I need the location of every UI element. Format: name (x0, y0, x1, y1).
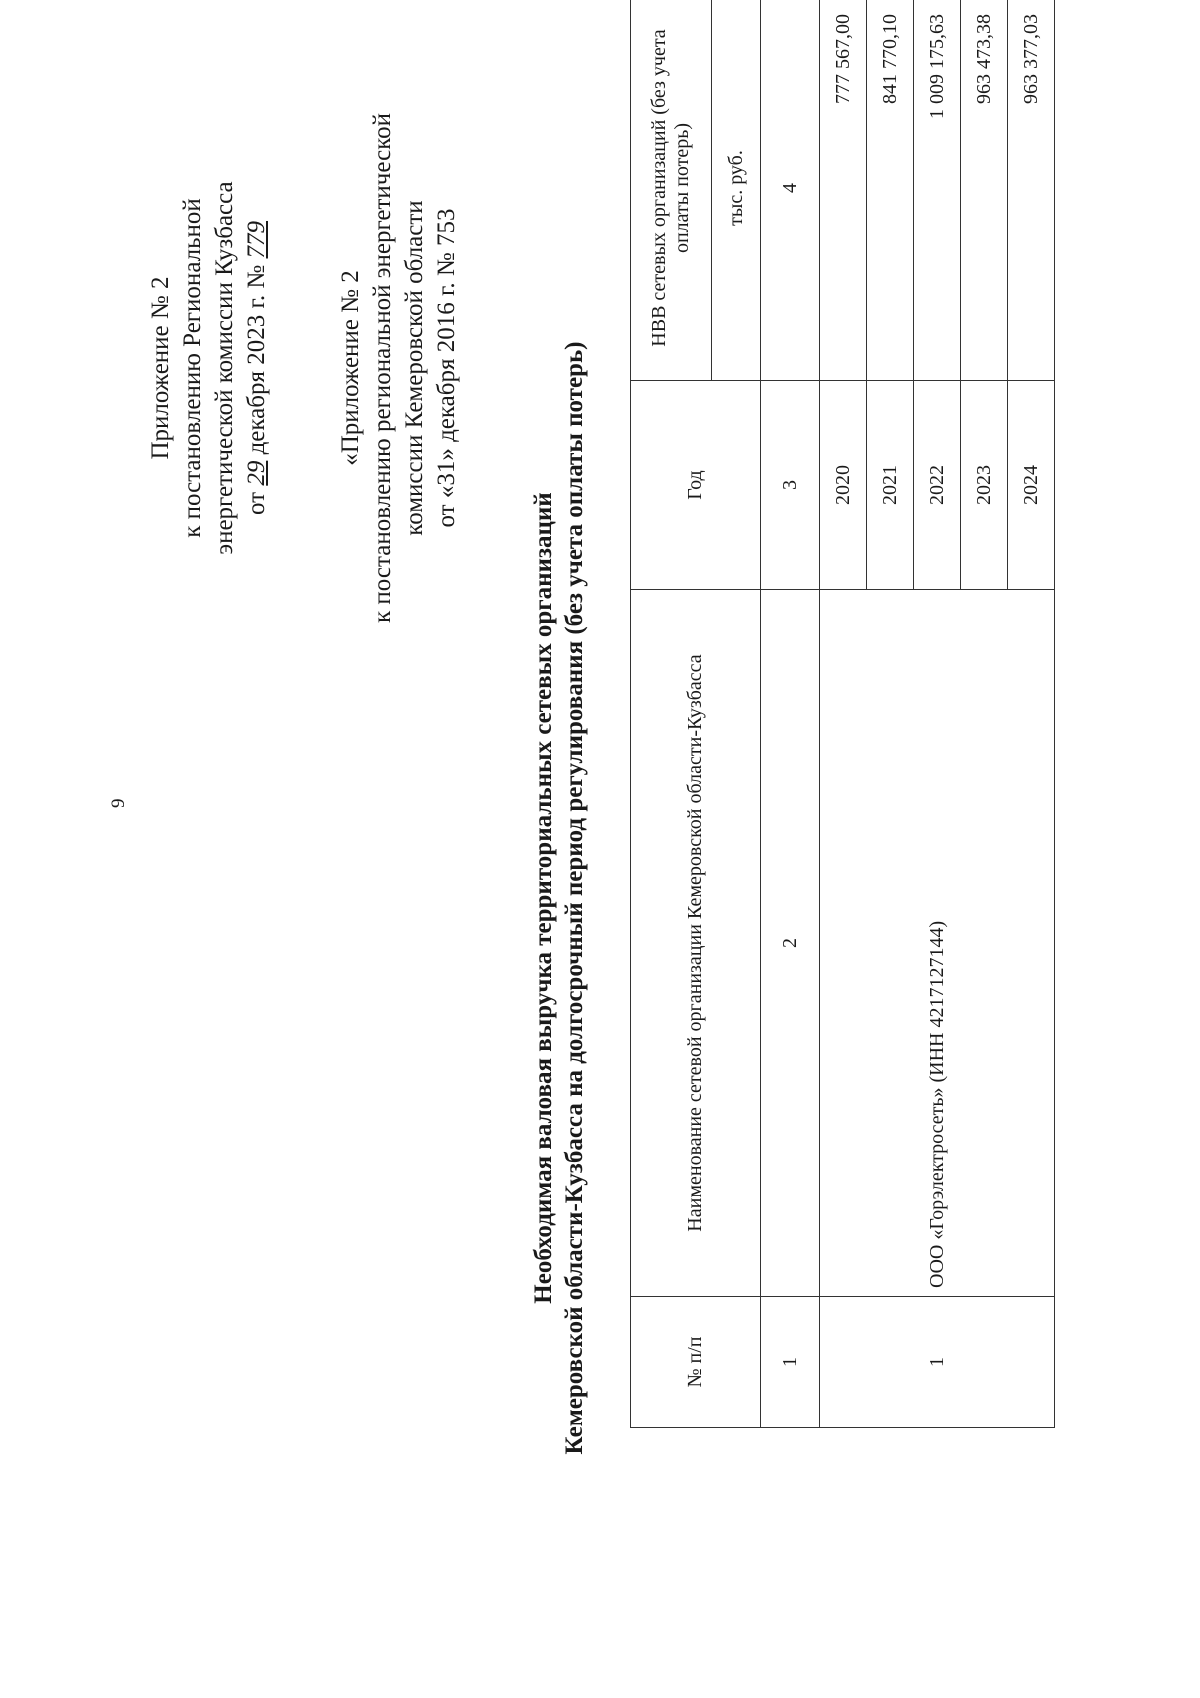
nvv-table (630, 0, 1055, 1428)
title-line2: Кемеровской области-Кузбасса на долгосрочный период регулирования (без учета оплаты потерь) (561, 341, 588, 1455)
document-title (528, 218, 590, 1578)
page-number: 9 (108, 798, 129, 808)
value-cell: 963 377,03 (1008, 0, 1055, 381)
column-number: 4 (761, 0, 820, 381)
year-cell: 2024 (1008, 381, 1055, 590)
row-num: 1 (820, 1297, 1055, 1428)
appendix-old-line4: от «31» декабря 2016 г. № 753 (433, 208, 460, 528)
date-prefix: от (243, 491, 270, 516)
value-cell: 777 567,00 (820, 0, 867, 381)
header-name: Наименование сетевой организации Кемеровской области-Кузбасса (631, 590, 761, 1297)
year-cell: 2022 (914, 381, 961, 590)
year-cell: 2021 (867, 381, 914, 590)
value-cell: 841 770,10 (867, 0, 914, 381)
value-cell: 963 473,38 (961, 0, 1008, 381)
date-mid: декабря 2023 г. № (243, 264, 270, 455)
column-number: 2 (761, 590, 820, 1297)
date-day: 29 (243, 460, 270, 486)
appendix-old-line3: комиссии Кемеровской области (401, 200, 428, 536)
year-cell: 2023 (961, 381, 1008, 590)
appendix-new-line2: к постановлению Региональной (179, 198, 206, 538)
column-number: 3 (761, 381, 820, 590)
appendix-new-line3: энергетической комиссии Кузбасса (211, 181, 238, 555)
header-unit: тыс. руб. (712, 0, 761, 381)
year-cell: 2020 (820, 381, 867, 590)
appendix-new-header (145, 88, 273, 648)
header-year: Год (631, 381, 761, 590)
column-number-row (761, 0, 820, 1428)
appendix-new-line1: Приложение № 2 (147, 276, 174, 460)
appendix-new-date (241, 88, 273, 648)
header-num: № п/п (631, 1297, 761, 1428)
table-header-row (631, 0, 712, 1428)
title-line1: Необходимая валовая выручка территориальных сетевых организаций (530, 492, 557, 1304)
header-value: НВВ сетевых организаций (без учета оплаты потерь) (631, 0, 712, 381)
column-number: 1 (761, 1297, 820, 1428)
value-cell: 1 009 175,63 (914, 0, 961, 381)
table-row (820, 0, 867, 1428)
org-name: ООО «Горэлектросеть» (ИНН 4217127144) (820, 590, 1055, 1297)
appendix-old-line1: «Приложение № 2 (337, 270, 364, 466)
appendix-old-line2: к постановлению региональной энергетической (369, 113, 396, 623)
resolution-number: 779 (243, 220, 270, 259)
appendix-old-header (335, 68, 463, 668)
